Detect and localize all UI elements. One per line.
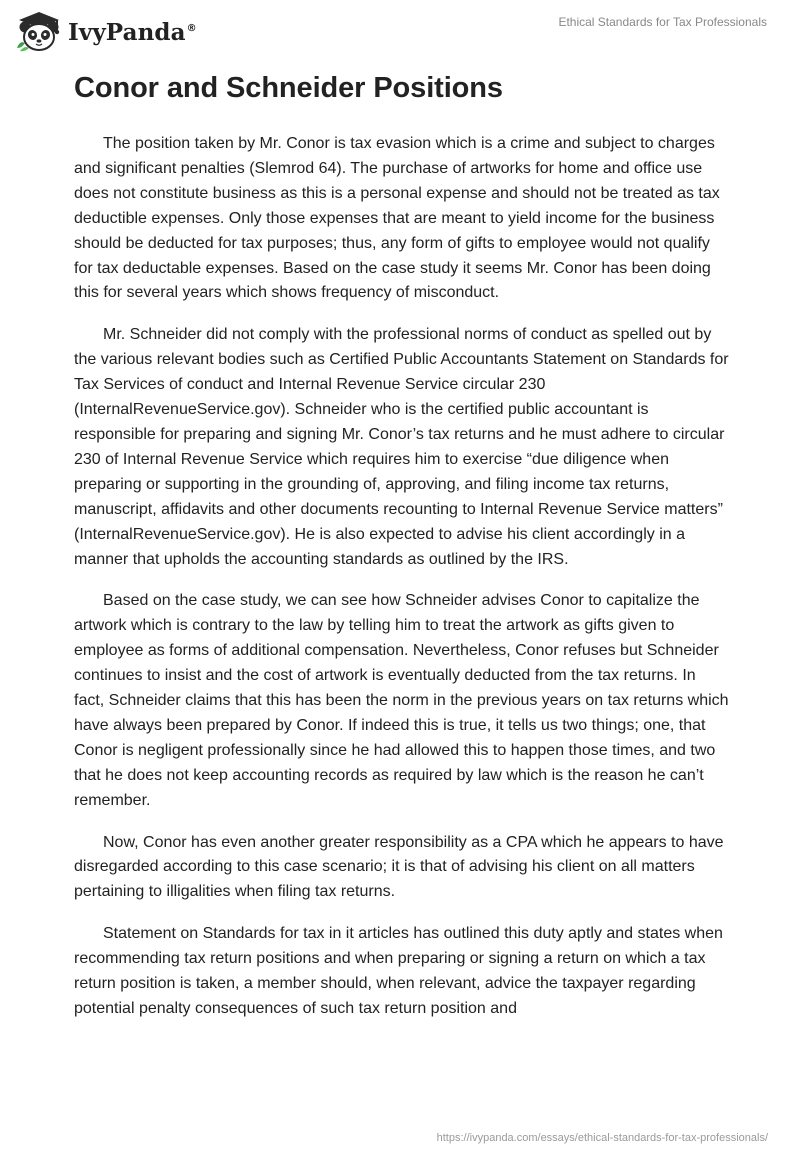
article-paragraph: Mr. Schneider did not comply with the professional norms of conduct as spelled out by the various relevant bodies such as Certified Public Accountants Statement on Standards for Tax Services of conduct and Internal Revenue Service circular 230 (InternalRevenueService.gov). Schneider who is the certified public accountant is responsible for preparing and signing Mr. Conor’s tax returns and he must adhere to circular 230 of Internal Revenue Service which requires him to exercise “due diligence when preparing or supporting in the grounding of, approving, and filing income tax returns, manuscript, affidavits and other documents recounting to Internal Revenue Service matters” (InternalRevenueService.gov). He is also expected to advise his client accordingly in a manner that upholds the accounting standards as outlined by the IRS. — [74, 326, 729, 568]
panda-graduation-cap-icon — [14, 10, 64, 52]
brand-name: IvyPanda® — [68, 18, 197, 46]
document-header-title: Ethical Standards for Tax Professionals — [558, 15, 767, 29]
source-url[interactable]: https://ivypanda.com/essays/ethical-standards-for-tax-professionals/ — [436, 1132, 768, 1144]
article-paragraph: Statement on Standards for tax in it articles has outlined this duty aptly and states when recommending tax return positions and when preparing or signing a return on which a tax return position is taken, a member should, when relevant, advice the taxpayer regarding potential penalty consequences of such tax return position and — [74, 925, 723, 1017]
article-paragraph: Now, Conor has even another greater responsibility as a CPA which he appears to have disregarded according to this case scenario; it is that of advising his client on all matters pertaining to illigalities when filing tax returns. — [74, 833, 724, 901]
ivypanda-logo[interactable] — [14, 10, 197, 52]
article-paragraph: Based on the case study, we can see how Schneider advises Conor to capitalize the artwork which is contrary to the law by telling him to treat the artwork as gifts given to employee as forms of additional compensation. Nevertheless, Conor refuses but Schneider continues to insist and the cost of artwork is eventually deducted from the tax returns. In fact, Schneider claims that this has been the norm in the previous years on tax returns which have always been prepared by Conor. If indeed this is true, it tells us two things; one, that Conor is negligent professionally since he had allowed this to happen those times, and two that he does not keep accounting records as required by law which is the reason he can’t remember. — [74, 592, 729, 809]
page-header — [0, 0, 800, 60]
article-paragraph: The position taken by Mr. Conor is tax evasion which is a crime and subject to charges and significant penalties (Slemrod 64). The purchase of artworks for home and office use does not constitute business as this is a personal expense and should not be treated as tax deductible expenses. Only those expenses that are meant to yield income for the business should be deducted for tax purposes; thus, any form of gifts to employee would not qualify for tax deductable expenses. Based on the case study it seems Mr. Conor has been doing this for several years which shows frequency of misconduct. — [74, 135, 720, 302]
page-title: Conor and Schneider Positions — [74, 72, 503, 104]
registered-trademark: ® — [186, 22, 197, 34]
article-body — [74, 132, 729, 1039]
